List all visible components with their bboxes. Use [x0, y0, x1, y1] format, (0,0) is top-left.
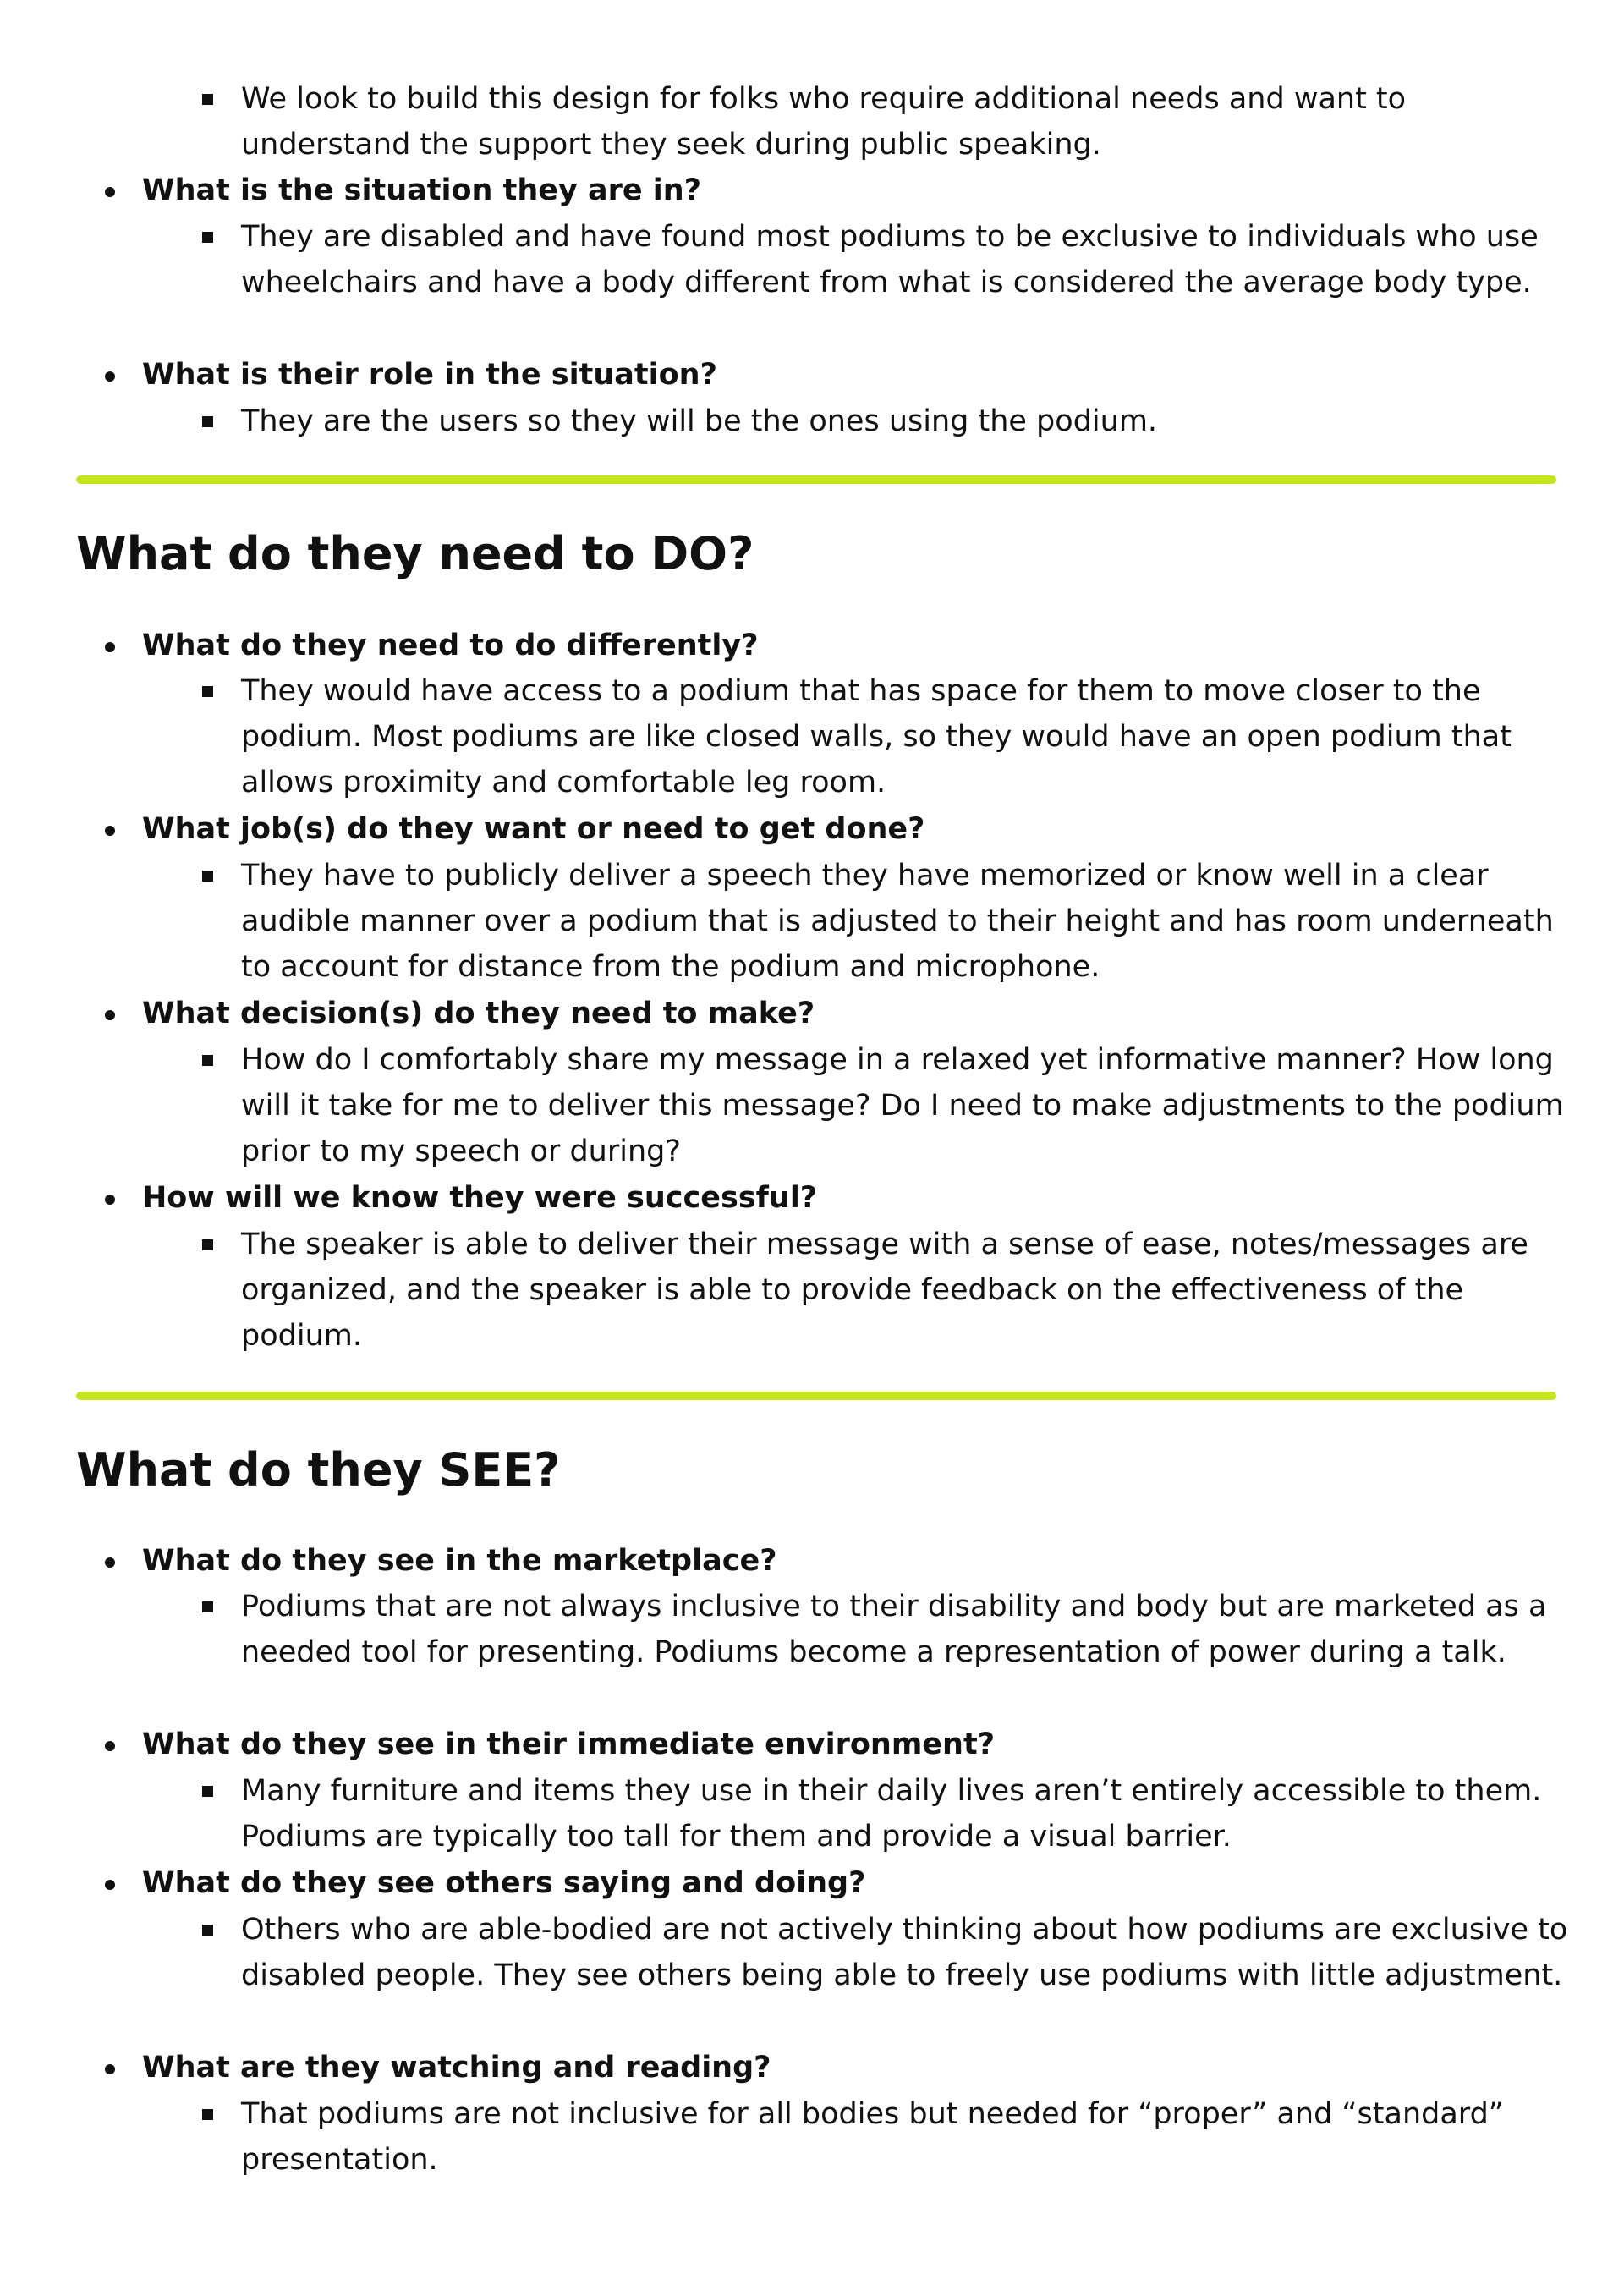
intro-answer-2: They are the users so they will be the ones using the podium.: [241, 398, 1569, 444]
section-divider-1: [76, 475, 1556, 484]
section-divider-2: [76, 1392, 1556, 1400]
see-answer-3: Others who are able-bodied are not actively thinking about how podiums are exclusive to disabled people. They see others being able to freely use podiums with little adjustment.: [241, 1907, 1569, 1998]
intro-question-2: What is their role in the situation?: [142, 352, 717, 398]
intro-answer-0: We look to build this design for folks who require additional needs and want to understand the support they seek during public speaking.: [241, 76, 1569, 168]
see-section-heading: What do they SEE?: [76, 1443, 561, 1497]
do-answer-4: The speaker is able to deliver their message with a sense of ease, notes/messages are organized, and the speaker is able to provide feedback on the effectiveness of the podium.: [241, 1222, 1569, 1359]
do-section-heading: What do they need to DO?: [76, 527, 754, 580]
see-question-1: What do they see in the marketplace?: [142, 1538, 777, 1584]
intro-question-1: What is the situation they are in?: [142, 168, 701, 213]
do-question-3: What decision(s) do they need to make?: [142, 991, 815, 1036]
do-answer-1: They would have access to a podium that has space for them to move closer to the podium. Most podiums are like closed walls, so they would have an open podium that allows proximity and comfortable leg room.: [241, 668, 1569, 805]
see-question-3: What do they see others saying and doing?: [142, 1860, 865, 1906]
see-answer-1: Podiums that are not always inclusive to their disability and body but are marketed as a needed tool for presenting. Podiums become a representation of power during a talk.: [241, 1584, 1569, 1675]
do-answer-3: How do I comfortably share my message in a relaxed yet informative manner? How long will it take for me to deliver this message? Do I need to make adjustments to the podium prior to my speech or during?: [241, 1037, 1569, 1174]
do-question-1: What do they need to do differently?: [142, 623, 759, 668]
see-question-2: What do they see in their immediate environment?: [142, 1722, 995, 1767]
intro-answer-1: They are disabled and have found most podiums to be exclusive to individuals who use wheelchairs and have a body different from what is considered the average body type.: [241, 214, 1569, 305]
do-question-2: What job(s) do they want or need to get done?: [142, 806, 924, 852]
do-question-4: How will we know they were successful?: [142, 1175, 817, 1221]
do-answer-2: They have to publicly deliver a speech they have memorized or know well in a clear audible manner over a podium that is adjusted to their height and has room underneath to account for distance from the podium and microphone.: [241, 853, 1569, 990]
see-answer-4: That podiums are not inclusive for all bodies but needed for “proper” and “standard” presentation.: [241, 2091, 1569, 2183]
see-question-4: What are they watching and reading?: [142, 2045, 771, 2090]
see-answer-2: Many furniture and items they use in their daily lives aren’t entirely accessible to them. Podiums are typically too tall for them and provide a visual barrier.: [241, 1768, 1569, 1859]
